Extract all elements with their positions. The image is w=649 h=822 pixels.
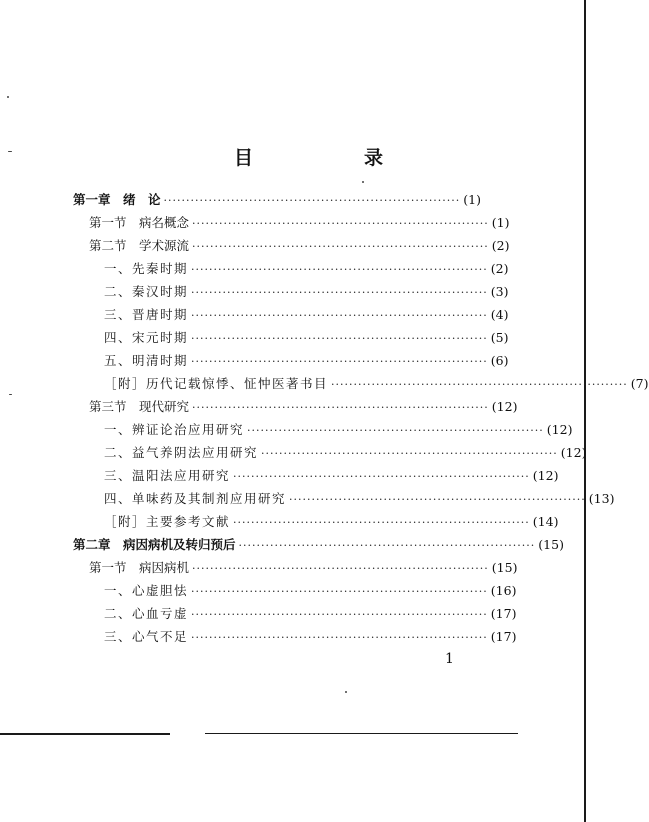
scan-speck — [8, 151, 12, 152]
toc-entry-label: 二、益气养阴法应用研究 — [104, 445, 259, 460]
toc-entry-item[interactable] — [104, 582, 517, 600]
toc-entry-label: 第二章 病因病机及转归预后 — [73, 537, 236, 552]
toc-entry-label: 三、晋唐时期 — [104, 307, 189, 322]
toc-entry-item[interactable] — [104, 605, 517, 623]
toc-entry-page: (5) — [490, 330, 509, 345]
bottom-rule-left — [0, 733, 170, 735]
leader-dots: ·································································· — [163, 194, 461, 207]
toc-entry-page: (17) — [490, 606, 517, 621]
toc-entry-item[interactable] — [104, 628, 517, 646]
leader-dots: ·································································· — [191, 585, 488, 598]
leader-dots: ·································································· — [233, 470, 530, 483]
leader-dots: ·································································· — [191, 263, 488, 276]
toc-entry-label: ［附］主要参考文献 — [104, 514, 231, 529]
toc-entry-label: 一、先秦时期 — [104, 261, 189, 276]
leader-dots: ·································································· — [192, 240, 489, 253]
toc-entry-page: (1) — [491, 215, 510, 230]
scan-speck — [7, 96, 9, 98]
leader-dots: ·································································· — [191, 608, 488, 621]
toc-entry-item[interactable] — [104, 283, 509, 301]
toc-entry-label: 四、单味药及其制剂应用研究 — [104, 491, 287, 506]
toc-entry-page: (6) — [490, 353, 509, 368]
toc-entry-label: 第一章 绪 论 — [73, 192, 161, 207]
leader-dots: ·································································· — [191, 286, 488, 299]
toc-entry-section[interactable] — [89, 398, 518, 416]
toc-entry-appendix[interactable] — [104, 513, 559, 531]
page-number: 1 — [445, 651, 454, 667]
toc-entry-page: (14) — [532, 514, 559, 529]
toc-entry-label: 一、辨证论治应用研究 — [104, 422, 245, 437]
toc-entry-label: 第一节 病名概念 — [89, 215, 190, 230]
toc-entry-item[interactable] — [104, 329, 509, 347]
toc-entry-page: (12) — [560, 445, 587, 460]
leader-dots: ·································································· — [247, 424, 544, 437]
leader-dots: ·································································· — [233, 516, 530, 529]
toc-entry-page: (2) — [490, 261, 509, 276]
toc-entry-page: (17) — [490, 629, 517, 644]
leader-dots: ·································································· — [191, 631, 488, 644]
toc-entry-label: 一、心虚胆怯 — [104, 583, 189, 598]
toc-entry-label: ［附］历代记载惊悸、怔忡医著书目 — [104, 376, 329, 391]
leader-dots: ·································································· — [192, 401, 489, 414]
toc-entry-item[interactable] — [104, 260, 509, 278]
toc-entry-appendix[interactable] — [104, 375, 649, 393]
leader-dots: ·································································· — [238, 539, 536, 552]
toc-entry-page: (2) — [491, 238, 510, 253]
toc-entry-section[interactable] — [89, 214, 510, 232]
scan-speck — [362, 181, 364, 183]
toc-entry-label: 三、心气不足 — [104, 629, 189, 644]
toc-entry-label: 第二节 学术源流 — [89, 238, 190, 253]
toc-entry-page: (12) — [532, 468, 559, 483]
toc-entry-chapter-2[interactable] — [73, 536, 564, 554]
toc-entry-label: 三、温阳法应用研究 — [104, 468, 231, 483]
leader-dots: ·································································· — [192, 562, 489, 575]
toc-entry-label: 第一节 病因病机 — [89, 560, 190, 575]
toc-entry-item[interactable] — [104, 490, 615, 508]
leader-dots: ·································································· — [289, 493, 586, 506]
leader-dots: ·································································· — [331, 378, 628, 391]
toc-entry-page: (13) — [588, 491, 615, 506]
toc-entry-item[interactable] — [104, 352, 509, 370]
scan-speck — [345, 691, 347, 693]
toc-entry-section[interactable] — [89, 559, 518, 577]
toc-entry-page: (12) — [491, 399, 518, 414]
toc-entry-label: 五、明清时期 — [104, 353, 189, 368]
toc-entry-page: (15) — [538, 537, 564, 552]
bottom-rule-right — [205, 733, 518, 734]
scan-speck — [9, 394, 12, 395]
page-title: 目 录 — [234, 147, 430, 169]
toc-entry-item[interactable] — [104, 306, 509, 324]
toc-entry-page: (4) — [490, 307, 509, 322]
leader-dots: ·································································· — [191, 332, 488, 345]
toc-entry-label: 四、宋元时期 — [104, 330, 189, 345]
toc-entry-page: (1) — [463, 192, 482, 207]
leader-dots: ·································································· — [191, 355, 488, 368]
toc-entry-label: 第三节 现代研究 — [89, 399, 190, 414]
toc-entry-page: (16) — [490, 583, 517, 598]
toc-entry-page: (7) — [630, 376, 649, 391]
toc-entry-section[interactable] — [89, 237, 510, 255]
leader-dots: ·································································· — [261, 447, 558, 460]
toc-entry-label: 二、秦汉时期 — [104, 284, 189, 299]
leader-dots: ·································································· — [192, 217, 489, 230]
toc-entry-chapter-1[interactable] — [73, 191, 482, 209]
toc-entry-item[interactable] — [104, 421, 573, 439]
toc-entry-item[interactable] — [104, 444, 587, 462]
leader-dots: ·································································· — [191, 309, 488, 322]
toc-entry-label: 二、心血亏虚 — [104, 606, 189, 621]
toc-entry-page: (12) — [546, 422, 573, 437]
toc-entry-page: (3) — [490, 284, 509, 299]
toc-entry-page: (15) — [491, 560, 518, 575]
toc-entry-item[interactable] — [104, 467, 559, 485]
